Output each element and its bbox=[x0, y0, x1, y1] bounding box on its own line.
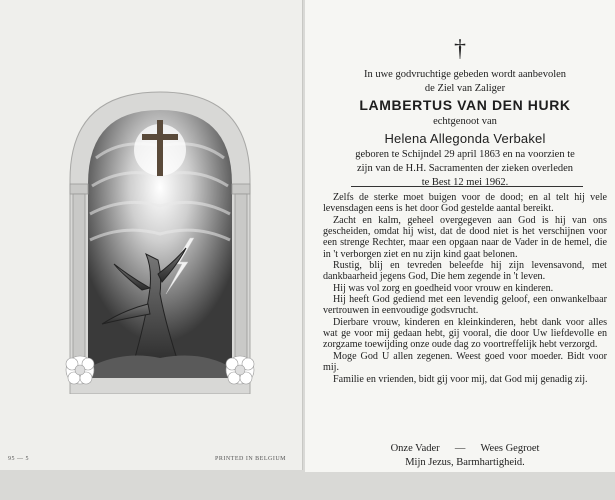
soul-line: de Ziel van Zaliger bbox=[424, 83, 506, 94]
paragraph: Zacht en kalm, geheel overgegeven aan God is hij van ons gescheiden, omdat hij wist, dat de dood niet is het verschijnen voor een strenge Rechter, maar een opgaan naar de Vader in de hemel, die in 't verborgen ziet en nu zijn kind gaat belonen. bbox=[323, 214, 607, 260]
right-flower-icon bbox=[226, 356, 254, 384]
paragraph: Hij heeft God gediend met een levendig geloof, een onwankelbaar vertrouwen in eenvoudige godsvrucht. bbox=[323, 294, 607, 317]
paragraph: Hij was vol zorg en goedheid voor vrouw en kinderen. bbox=[333, 282, 554, 294]
memorial-card-text-side bbox=[305, 0, 615, 472]
memorial-illustration bbox=[62, 88, 258, 394]
left-column bbox=[70, 184, 88, 370]
dedication-header bbox=[315, 68, 615, 190]
cross-icon: † bbox=[454, 36, 466, 62]
prayer-dash: — bbox=[454, 443, 466, 454]
print-footer bbox=[0, 452, 302, 470]
closing-prayers bbox=[315, 442, 615, 470]
recommendation-line: In uwe godvruchtige gebeden wordt aanbevolen bbox=[363, 69, 567, 80]
print-code: 95 — 5 bbox=[8, 456, 29, 462]
death-line: te Best 12 mei 1962. bbox=[421, 177, 509, 188]
prayer-line-1 bbox=[315, 442, 615, 456]
memorial-card-picture-side bbox=[0, 0, 303, 470]
deceased-name: LAMBERTUS VAN DEN HURK bbox=[359, 97, 571, 113]
divider bbox=[351, 186, 583, 187]
paragraph: Zelfs de sterke moet buigen voor de dood; en al telt hij vele levensdagen eens is het door God gestelde aantal bereikt. bbox=[323, 192, 607, 215]
prayer-onze-vader: Onze Vader bbox=[390, 443, 440, 454]
right-column bbox=[232, 184, 250, 370]
printed-in-belgium: PRINTED IN BELGIUM bbox=[215, 456, 286, 462]
memorial-text bbox=[323, 192, 607, 385]
prayer-wees-gegroet: Wees Gegroet bbox=[480, 443, 540, 454]
paragraph: Dierbare vrouw, kinderen en kleinkinderen, hebt dank voor alles wat ge voor mij gedaan hebt, gij vooral, die door Uw liefdevolle en zorgzame toewijding onze oude dag zo voortreffelijk hebt verzorgd. bbox=[323, 316, 607, 351]
birth-line: geboren te Schijndel 29 april 1863 en na voorzien te bbox=[355, 149, 575, 160]
spouse-name: Helena Allegonda Verbakel bbox=[384, 131, 546, 146]
sacraments-line: zijn van de H.H. Sacramenten der zieken overleden bbox=[356, 163, 574, 174]
paragraph: Rustig, blij en tevreden beleefde hij zijn levensavond, met dankbaarheid jegens God, Die hem zegende in 't leven. bbox=[323, 260, 607, 283]
spouse-of-line: echtgenoot van bbox=[433, 116, 497, 127]
prayer-line-2: Mijn Jezus, Barmhartigheid. bbox=[405, 457, 525, 468]
paragraph: Familie en vrienden, bidt gij voor mij, dat God mij genadig zij. bbox=[333, 373, 588, 385]
paragraph: Moge God U allen zegenen. Weest goed voor moeder. Bidt voor mij. bbox=[323, 350, 607, 374]
left-flower-icon bbox=[66, 356, 94, 384]
